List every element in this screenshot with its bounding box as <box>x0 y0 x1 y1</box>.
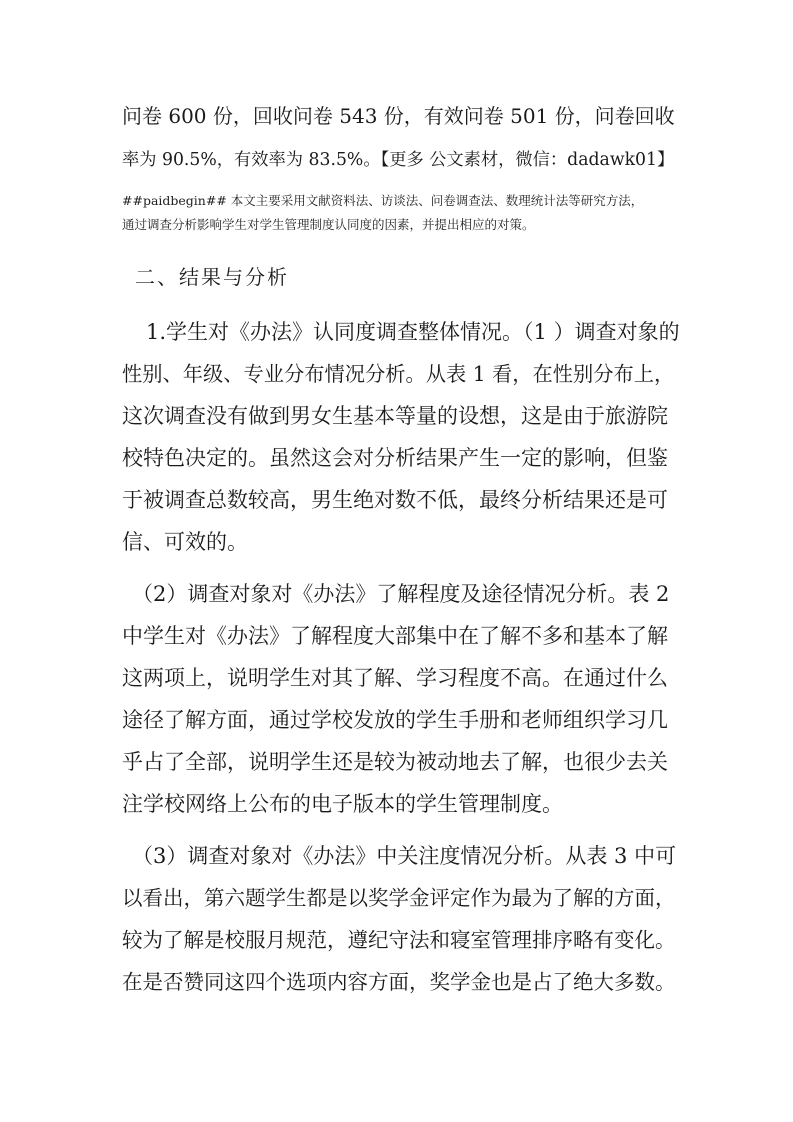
para1-line-2: 性别、年级、专业分布情况分析。从表 1 看，在性别分布上， <box>122 362 675 386</box>
intro-line-1: 问卷 600 份，回收问卷 543 份，有效问卷 501 份，问卷回收 <box>122 104 675 128</box>
para2-line-1: （2）调查对象对《办法》了解程度及途径情况分析。表 2 <box>132 582 670 606</box>
para2-line-4: 途径了解方面，通过学校发放的学生手册和老师组织学习几 <box>122 708 668 732</box>
para1-line-1: 1.学生对《办法》认同度调查整体情况。（1 ）调查对象的 <box>146 320 680 344</box>
para1-line-3: 这次调查没有做到男女生基本等量的设想，这是由于旅游院 <box>122 404 668 428</box>
para3-line-2: 以看出，第六题学生都是以奖学金评定作为最为了解的方面， <box>122 886 676 910</box>
para1-line-6: 信、可效的。 <box>122 530 248 554</box>
intro-line-2: 率为 90.5%，有效率为 83.5%。【更多 公文素材，微信：dadawk01】 <box>122 150 675 170</box>
para2-line-2: 中学生对《办法》了解程度大部集中在了解不多和基本了解 <box>122 624 668 648</box>
para3-line-3: 较为了解是校服月规范，遵纪守法和寝室管理排序略有变化。 <box>122 928 676 952</box>
para3-line-1: （3）调查对象对《办法》中关注度情况分析。从表 3 中可 <box>132 844 677 868</box>
paid-note-line-2: 通过调查分析影响学生对学生管理制度认同度的因素，并提出相应的对策。 <box>122 217 535 232</box>
paid-note-line-1: ##paidbegin## 本文主要采用文献资料法、访谈法、问卷调查法、数理统计法等研究方法， <box>122 193 644 208</box>
para3-line-4: 在是否赞同这四个选项内容方面，奖学金也是占了绝大多数。 <box>122 970 676 994</box>
para2-line-6: 注学校网络上公布的电子版本的学生管理制度。 <box>122 792 563 816</box>
para2-line-3: 这两项上，说明学生对其了解、学习程度不高。在通过什么 <box>122 666 668 690</box>
para1-line-4: 校特色决定的。虽然这会对分析结果产生一定的影响，但鉴 <box>122 446 668 470</box>
para1-line-5: 于被调查总数较高，男生绝对数不低，最终分析结果还是可 <box>122 488 668 512</box>
section-heading: 二、结果与分析 <box>135 265 289 289</box>
para2-line-5: 乎占了全部，说明学生还是较为被动地去了解，也很少去关 <box>122 750 668 774</box>
